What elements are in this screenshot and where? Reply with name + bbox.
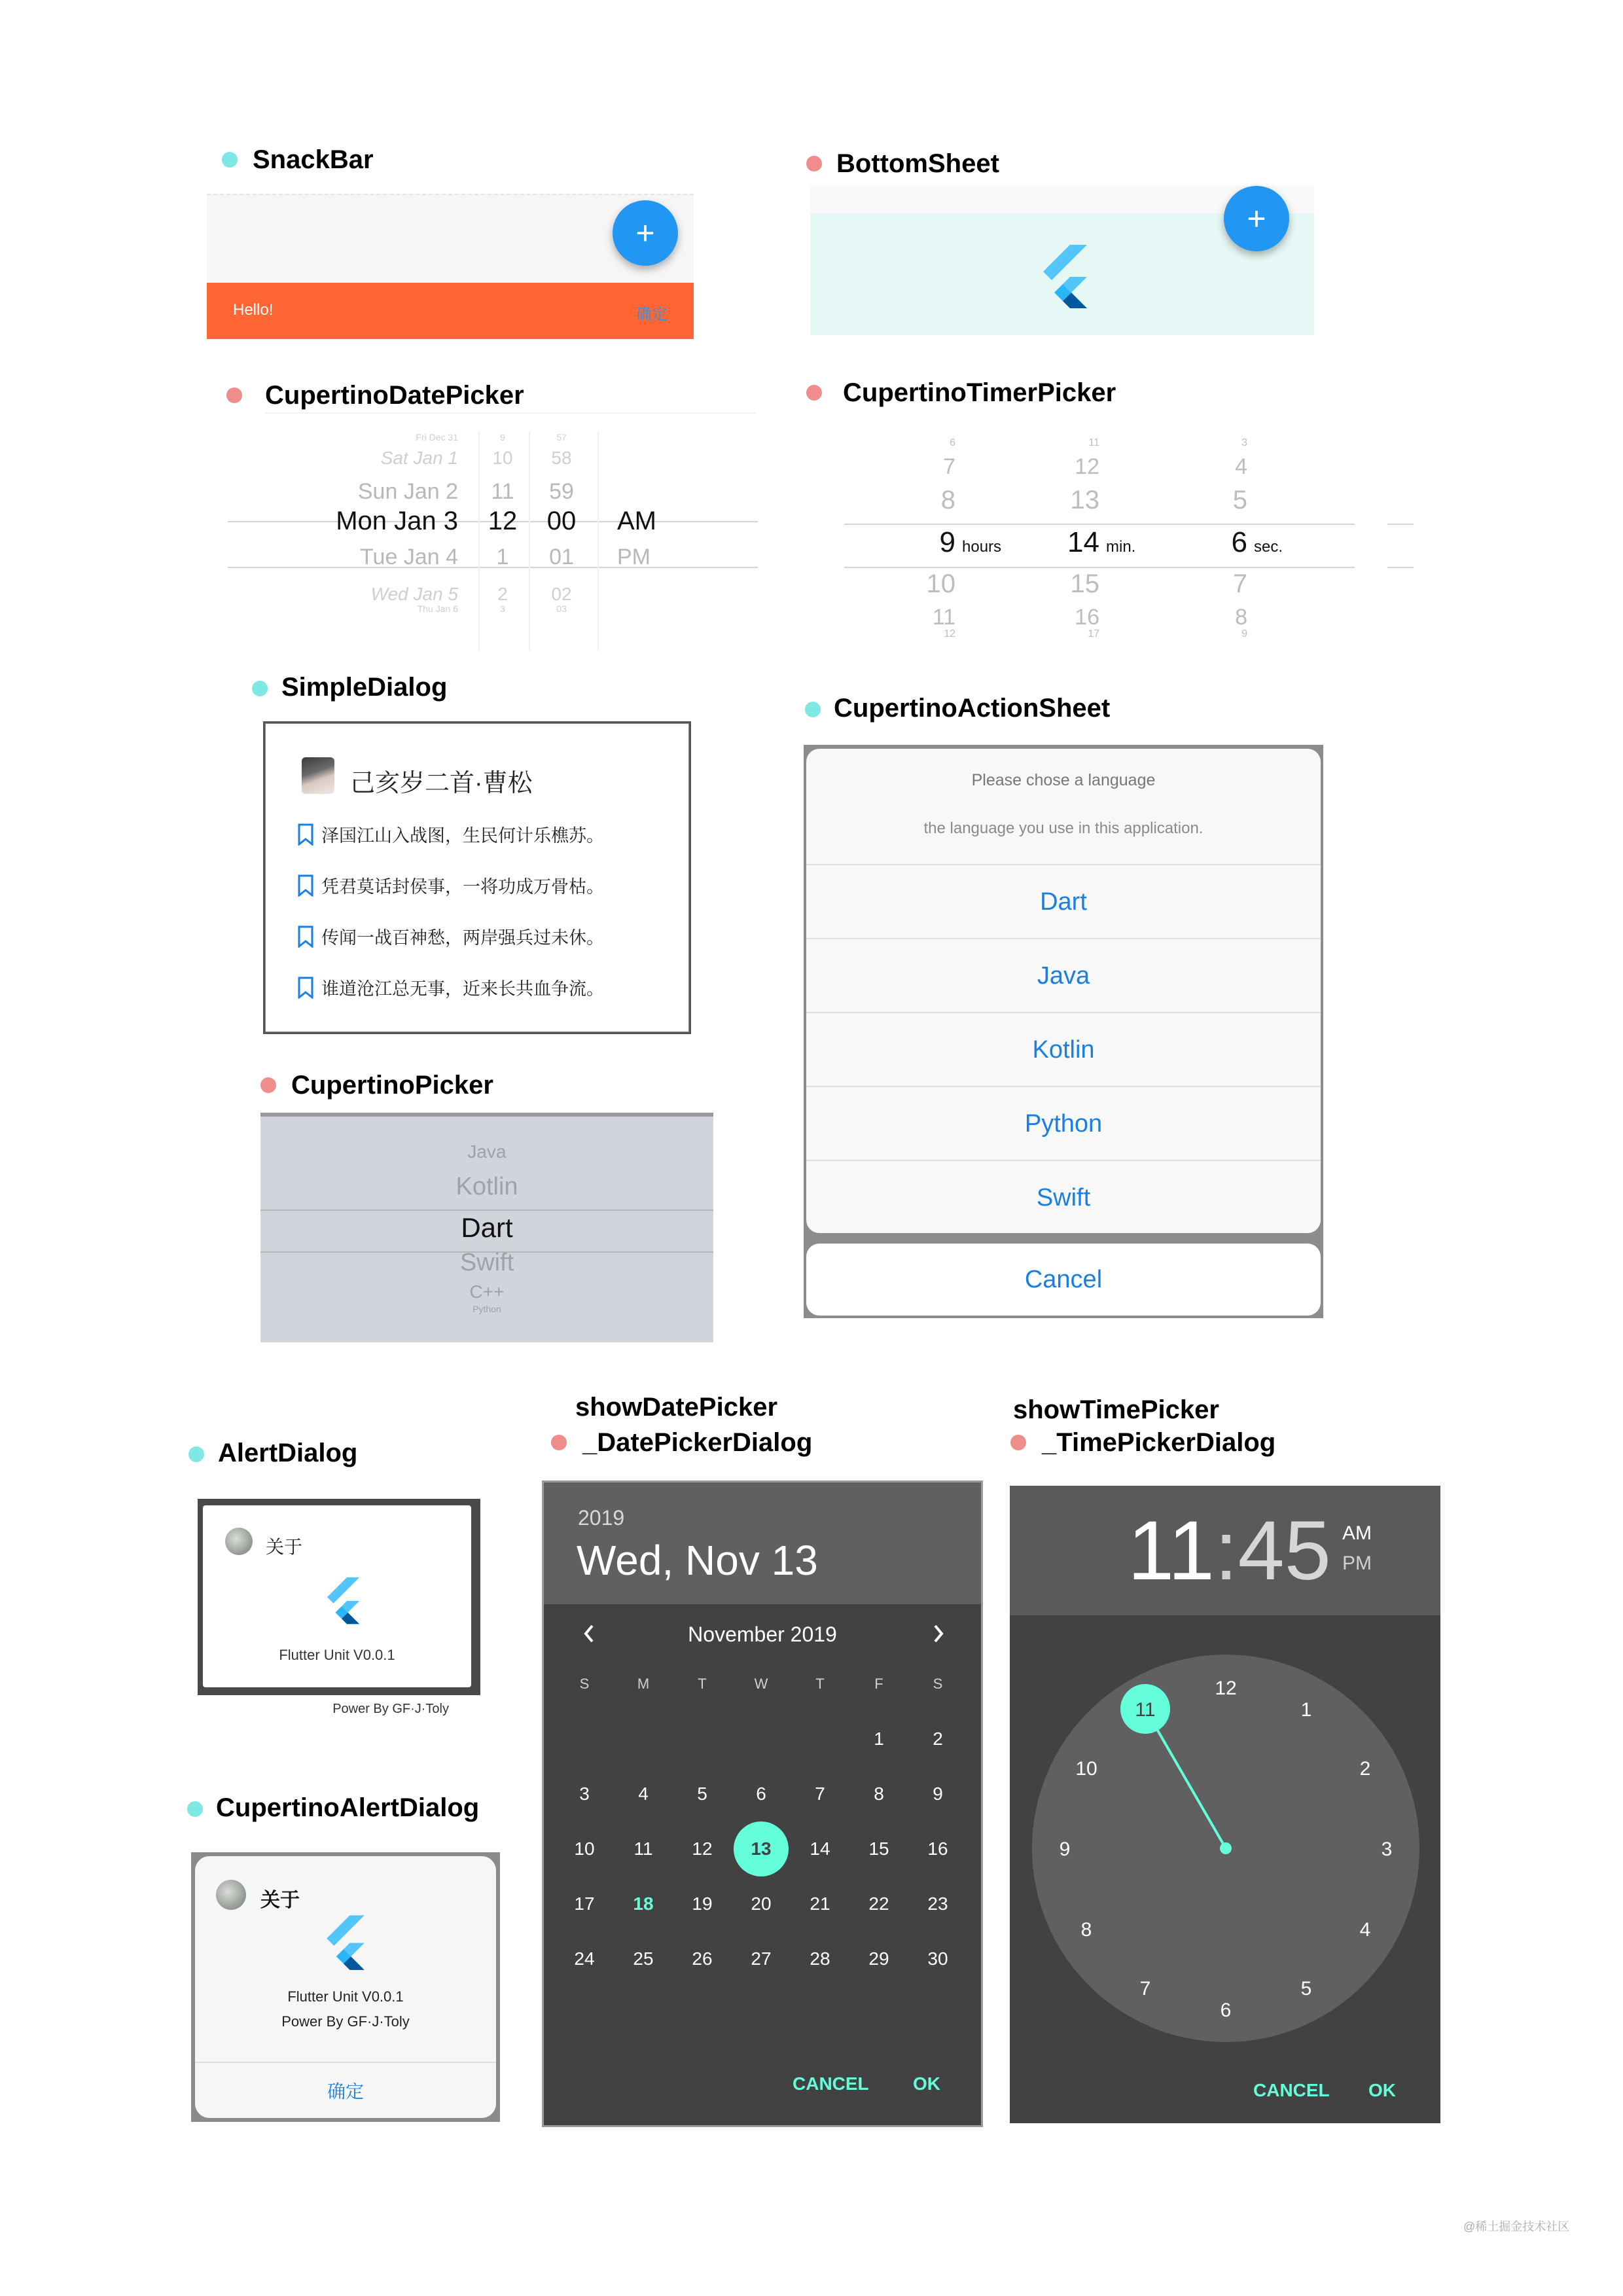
section-bullet	[188, 1446, 204, 1462]
snackbar	[207, 283, 694, 339]
hour-display[interactable]: 11	[1128, 1504, 1215, 1598]
pm-toggle[interactable]: PM	[1342, 1552, 1372, 1574]
app-version: Flutter Unit V0.0.1	[287, 1988, 404, 2005]
minutes-wheel-item: 16	[1075, 605, 1099, 630]
minutes-wheel-item: 14	[1067, 526, 1099, 558]
selection-line-stub	[1387, 524, 1414, 525]
calendar-day[interactable]: 10	[574, 1839, 595, 1859]
simpledialog-heading: SimpleDialog	[281, 673, 448, 702]
dial-number[interactable]: 7	[1139, 1978, 1151, 2000]
dial-number[interactable]: 9	[1059, 1839, 1071, 1860]
cupertino-timer-picker[interactable]	[844, 432, 1414, 651]
hours-wheel-item: 6	[950, 437, 955, 448]
action-sheet-item[interactable]: Python	[806, 1086, 1321, 1161]
hours-unit-label: hours	[962, 538, 1002, 556]
time-picker-header	[1010, 1486, 1440, 1615]
minute-wheel-item: 59	[549, 479, 574, 504]
picker-selection-top	[260, 1210, 713, 1211]
hours-wheel-item: 8	[940, 486, 955, 514]
actionsheet-heading: CupertinoActionSheet	[834, 694, 1111, 723]
month-label: November 2019	[688, 1623, 837, 1646]
hours-wheel-item: 11	[932, 605, 955, 630]
poem-line-text: 谁道沧江总无事，近来长共血争流。	[321, 979, 604, 999]
picker-item[interactable]: Dart	[461, 1212, 513, 1243]
cupertino-date-picker[interactable]	[228, 432, 758, 651]
showtimepicker-heading: showTimePicker	[1013, 1395, 1219, 1424]
seconds-wheel-item: 8	[1235, 605, 1247, 630]
showdatepicker-heading: showDatePicker	[575, 1393, 778, 1422]
date-wheel-item: Sun Jan 2	[357, 479, 458, 504]
calendar-day[interactable]: 5	[697, 1784, 707, 1804]
ampm-wheel-item: PM	[617, 545, 651, 569]
snackbar-action[interactable]: 确定	[636, 306, 668, 323]
poem-line-option[interactable]	[296, 821, 604, 847]
minutes-wheel-item: 17	[1088, 628, 1099, 639]
timepickerdialog-heading: _TimePickerDialog	[1042, 1428, 1276, 1457]
section-bullet	[222, 152, 238, 168]
calendar-day[interactable]: 1	[874, 1729, 884, 1749]
hour-wheel-item: 1	[496, 545, 509, 569]
snackbar-message: Hello!	[233, 301, 274, 319]
cupertino-alert-title: 关于	[260, 1890, 300, 1911]
minutes-wheel-item: 15	[1070, 569, 1099, 598]
picker-item[interactable]: Java	[467, 1141, 507, 1162]
minute-display[interactable]: 45	[1238, 1504, 1331, 1598]
column-divider	[597, 432, 599, 651]
alert-dialog-scrim	[198, 1499, 480, 1716]
dial-number[interactable]: 12	[1215, 1677, 1237, 1699]
calendar-day[interactable]: 9	[933, 1784, 943, 1804]
calendar-day[interactable]: 21	[810, 1893, 830, 1914]
calendar-day[interactable]: 8	[874, 1784, 884, 1804]
action-sheet-scrim	[804, 745, 1323, 1318]
minutes-wheel-item: 11	[1088, 437, 1099, 448]
calendar-day[interactable]: 24	[574, 1948, 595, 1969]
cupertinopicker-heading: CupertinoPicker	[291, 1071, 493, 1100]
calendar-day[interactable]: 2	[933, 1729, 943, 1749]
hour-wheel-item: 10	[492, 448, 513, 468]
seconds-wheel-item: 5	[1232, 486, 1247, 514]
fab-add-button[interactable]: +	[1224, 186, 1289, 251]
alertdialog-heading: AlertDialog	[218, 1439, 358, 1467]
minute-wheel-item: 03	[556, 603, 567, 614]
action-sheet-item[interactable]: Dart	[806, 864, 1321, 939]
weekday-label: T	[815, 1676, 825, 1692]
ok-button[interactable]: OK	[1368, 2080, 1396, 2100]
calendar-day[interactable]: 11	[633, 1839, 653, 1859]
hour-wheel-item: 2	[497, 584, 508, 604]
am-toggle[interactable]: AM	[1342, 1522, 1372, 1544]
dial-number[interactable]: 5	[1300, 1978, 1312, 2000]
cupertino-timerpicker-heading: CupertinoTimerPicker	[843, 378, 1116, 407]
confirm-label: 确定	[327, 2081, 364, 2102]
watermark: @稀土掘金技术社区	[1463, 2220, 1570, 2233]
weekday-label: S	[579, 1676, 590, 1692]
hours-wheel-item: 12	[944, 628, 955, 639]
dial-number[interactable]: 10	[1075, 1758, 1097, 1780]
section-bullet	[226, 387, 242, 403]
action-sheet-message: the language you use in this application.	[923, 819, 1204, 837]
bookmark-icon	[296, 925, 315, 948]
fab-add-button[interactable]: +	[613, 200, 678, 266]
section-bullet	[1010, 1435, 1026, 1450]
bottomsheet-heading: BottomSheet	[836, 149, 999, 178]
weekday-label: S	[933, 1676, 943, 1692]
cancel-button[interactable]: CANCEL	[793, 2073, 869, 2094]
selection-line-stub	[1387, 567, 1414, 568]
action-sheet-cancel-button[interactable]	[806, 1244, 1321, 1316]
calendar-day[interactable]: 6	[756, 1784, 766, 1804]
datepickerdialog-heading: _DatePickerDialog	[582, 1428, 813, 1457]
section-bullet	[806, 156, 822, 171]
time-display	[1128, 1505, 1331, 1597]
poem-line-text: 凭君莫话封侯事，一将功成万骨枯。	[321, 877, 604, 897]
calendar-day[interactable]: 25	[633, 1948, 654, 1969]
snackbar-demo	[207, 194, 694, 339]
column-divider	[478, 432, 480, 651]
time-picker-dialog	[1010, 1486, 1440, 2123]
flutter-logo-icon	[1035, 245, 1091, 314]
hour-wheel-item: 11	[491, 479, 514, 504]
power-by: Power By GF·J·Toly	[281, 2013, 410, 2030]
poem-line-text: 传闻一战百神愁，两岸强兵过未休。	[321, 928, 604, 948]
header-year[interactable]: 2019	[578, 1506, 625, 1530]
poem-line-option[interactable]	[296, 872, 604, 898]
section-bullet	[252, 681, 268, 696]
action-sheet-title: Please chose a language	[971, 771, 1156, 789]
seconds-wheel-item: 6	[1231, 526, 1247, 558]
weekday-label: W	[754, 1676, 768, 1692]
calendar-day[interactable]: 20	[751, 1893, 772, 1914]
cupertino-alert-dialog	[195, 1856, 496, 2118]
minutes-wheel-item: 13	[1070, 486, 1099, 514]
section-bullet	[806, 385, 822, 401]
date-wheel-item: Mon Jan 3	[336, 507, 458, 535]
seconds-wheel-item: 7	[1232, 569, 1247, 598]
bottomsheet-demo	[810, 186, 1314, 335]
calendar-day[interactable]: 18	[633, 1893, 654, 1914]
calendar-day[interactable]: 14	[810, 1839, 830, 1859]
flutter-logo-icon	[319, 1915, 368, 1975]
snackbar-heading: SnackBar	[253, 145, 374, 174]
hours-wheel-item: 10	[926, 569, 955, 598]
poet-avatar	[302, 757, 334, 794]
dial-number[interactable]: 1	[1300, 1699, 1312, 1721]
cupertino-datepicker-heading: CupertinoDatePicker	[265, 381, 524, 410]
dial-center-dot	[1220, 1842, 1232, 1854]
minute-wheel-item: 00	[546, 507, 577, 535]
date-wheel-item: Wed Jan 5	[370, 584, 458, 604]
time-separator: :	[1214, 1504, 1238, 1598]
seconds-wheel-item: 4	[1235, 454, 1247, 479]
bookmark-icon	[296, 874, 315, 897]
calendar-day[interactable]: 19	[692, 1893, 713, 1914]
action-sheet-item[interactable]: Java	[806, 938, 1321, 1013]
minutes-unit-label: min.	[1106, 538, 1136, 556]
poem-line-text: 泽国江山入战图，生民何计乐樵苏。	[321, 826, 604, 846]
minutes-wheel-item: 12	[1075, 454, 1099, 479]
app-avatar	[225, 1528, 253, 1555]
date-picker-dialog	[542, 1480, 983, 2127]
calendar-day[interactable]: 30	[927, 1948, 948, 1969]
picker-item[interactable]: C++	[469, 1282, 505, 1302]
calendar-day[interactable]: 23	[927, 1893, 948, 1914]
confirm-button[interactable]	[195, 2063, 496, 2118]
ok-button[interactable]: OK	[913, 2073, 940, 2094]
simple-dialog	[263, 721, 691, 1034]
date-picker-header	[544, 1482, 981, 1604]
section-bullet	[551, 1435, 567, 1450]
minute-wheel-item: 01	[549, 545, 574, 569]
cupertino-alert-scrim	[191, 1852, 500, 2122]
cancel-label: Cancel	[1024, 1265, 1103, 1293]
hour-wheel-item: 3	[500, 603, 505, 614]
app-avatar	[216, 1880, 246, 1910]
bookmark-icon	[296, 823, 315, 846]
calendar-day[interactable]: 4	[638, 1784, 649, 1804]
seconds-wheel-item: 9	[1241, 628, 1247, 639]
minute-wheel-item: 58	[551, 448, 572, 468]
hours-wheel-item: 7	[943, 454, 955, 479]
cupertino-picker[interactable]	[260, 1113, 713, 1342]
flutter-logo-icon	[321, 1577, 363, 1628]
next-month-button[interactable]	[922, 1617, 955, 1650]
calendar-day[interactable]: 7	[815, 1784, 825, 1804]
poem-line-option[interactable]	[296, 975, 604, 1000]
section-bullet	[805, 702, 821, 717]
dial-number[interactable]: 3	[1381, 1839, 1393, 1860]
picker-item[interactable]: Kotlin	[455, 1173, 518, 1200]
ampm-wheel-item: AM	[617, 507, 656, 535]
seconds-wheel-item: 3	[1241, 437, 1247, 448]
picker-item[interactable]: Python	[473, 1304, 501, 1314]
calendar-day[interactable]: 16	[927, 1839, 948, 1859]
calendar-day[interactable]: 17	[574, 1893, 595, 1914]
selection-line-top	[844, 524, 1355, 525]
calendar-day[interactable]: 12	[692, 1839, 713, 1859]
calendar-day[interactable]: 3	[579, 1784, 590, 1804]
section-bullet	[260, 1077, 276, 1093]
minute-wheel-item: 02	[551, 584, 572, 604]
date-wheel-item: Sat Jan 1	[380, 448, 458, 468]
calendar-day[interactable]: 15	[868, 1839, 889, 1859]
calendar-day[interactable]: 26	[692, 1948, 713, 1969]
header-selected-date[interactable]: Wed, Nov 13	[577, 1537, 818, 1584]
cancel-button[interactable]: CANCEL	[1253, 2080, 1330, 2100]
clock-dial[interactable]	[1029, 1652, 1422, 2045]
bookmark-icon	[296, 977, 315, 999]
dial-number[interactable]: 11	[1135, 1699, 1156, 1721]
picker-item[interactable]: Swift	[459, 1249, 514, 1276]
calendar-day[interactable]: 27	[751, 1948, 772, 1969]
dial-number[interactable]: 6	[1220, 2000, 1232, 2021]
dial-number[interactable]: 2	[1359, 1758, 1371, 1780]
action-sheet-item[interactable]: Swift	[806, 1160, 1321, 1233]
power-by: Power By GF·J·Toly	[332, 1702, 449, 1716]
dial-number[interactable]: 4	[1359, 1919, 1371, 1941]
calendar-day[interactable]: 13	[751, 1839, 772, 1859]
dialog-title: 己亥岁二首·曹松	[350, 770, 533, 797]
action-sheet-group	[806, 749, 1321, 1233]
cupertinoalert-heading: CupertinoAlertDialog	[216, 1793, 480, 1822]
date-wheel-item: Thu Jan 6	[417, 603, 458, 614]
hour-wheel-item: 12	[488, 507, 518, 535]
weekday-label: F	[874, 1676, 883, 1692]
calendar-day[interactable]: 28	[810, 1948, 830, 1969]
hour-wheel-item: 9	[500, 432, 505, 442]
section-bullet	[187, 1801, 203, 1817]
dial-number[interactable]: 8	[1080, 1919, 1092, 1941]
chevron-right-icon	[931, 1623, 946, 1644]
weekday-label: T	[698, 1676, 707, 1692]
alert-dialog	[203, 1505, 471, 1716]
date-wheel-item: Fri Dec 31	[416, 432, 458, 442]
poem-line-option[interactable]	[296, 924, 604, 949]
action-sheet-item[interactable]: Kotlin	[806, 1012, 1321, 1087]
alert-title: 关于	[266, 1537, 303, 1557]
hours-wheel-item: 9	[939, 526, 955, 558]
seconds-unit-label: sec.	[1254, 538, 1283, 556]
calendar-day[interactable]: 22	[868, 1893, 889, 1914]
selection-line-bottom	[844, 567, 1355, 568]
column-divider	[529, 432, 530, 651]
date-wheel-item: Tue Jan 4	[360, 545, 458, 569]
calendar-day[interactable]: 29	[868, 1948, 889, 1969]
app-version: Flutter Unit V0.0.1	[279, 1647, 395, 1663]
cupertino-datepicker-underline	[265, 412, 756, 414]
weekday-label: M	[637, 1676, 650, 1692]
minute-wheel-item: 57	[556, 432, 567, 442]
